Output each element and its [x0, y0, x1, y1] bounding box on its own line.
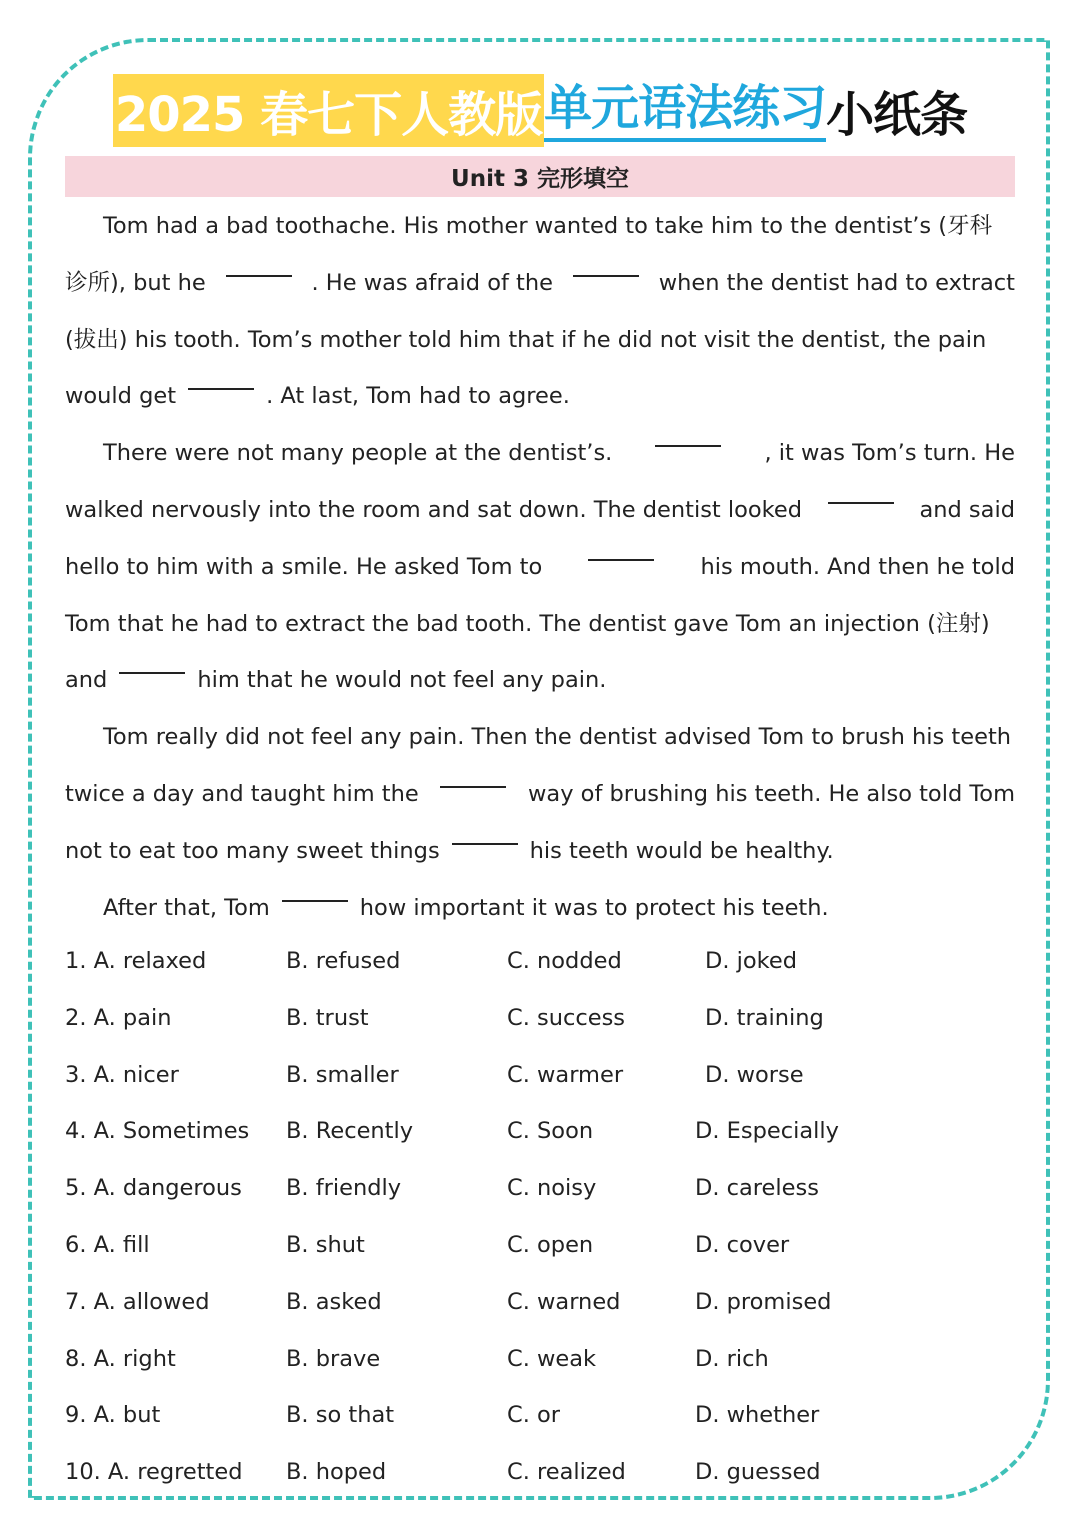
option-c[interactable]: C. open [507, 1231, 594, 1258]
passage-line [65, 425, 1015, 482]
option-row [65, 933, 1015, 990]
option-a[interactable]: 4. A. Sometimes [65, 1118, 250, 1145]
answer-blank-9[interactable] [452, 823, 518, 845]
passage-line [65, 539, 1015, 596]
option-a[interactable]: 8. A. right [65, 1345, 176, 1372]
option-c[interactable]: C. warmer [507, 1061, 624, 1088]
option-d[interactable]: D. guessed [695, 1459, 821, 1486]
option-b[interactable]: B. Recently [286, 1118, 414, 1145]
answer-blank-7[interactable] [119, 652, 185, 674]
option-b[interactable]: B. so that [286, 1402, 395, 1429]
answer-blank-8[interactable] [440, 766, 506, 788]
passage-text: his teeth would be healthy. [529, 837, 834, 864]
passage-text: walked nervously into the room and sat down. The dentist looked [65, 496, 803, 523]
option-b[interactable]: B. smaller [286, 1061, 399, 1088]
passage-text: , it was Tom’s turn. He [764, 440, 1015, 467]
passage-text: 诊所), but he [65, 269, 206, 296]
option-d[interactable]: D. whether [695, 1402, 820, 1429]
option-a[interactable]: 2. A. pain [65, 1004, 172, 1031]
option-c[interactable]: C. nodded [507, 948, 622, 974]
passage-text: when the dentist had to extract [658, 269, 1015, 296]
passage-text: . He was afraid of the [311, 269, 553, 296]
option-b[interactable]: B. trust [286, 1004, 369, 1031]
option-b[interactable]: B. brave [286, 1345, 381, 1372]
cloze-passage [65, 198, 1015, 936]
answer-blank-4[interactable] [655, 425, 721, 447]
option-b[interactable]: B. shut [286, 1231, 365, 1258]
answer-blank-10[interactable] [282, 880, 348, 902]
option-a[interactable]: 6. A. fill [65, 1231, 150, 1258]
option-row [65, 1274, 1015, 1331]
passage-text: (拔出) his tooth. Tom’s mother told him that if he did not visit the dentist, the pain [65, 326, 987, 353]
passage-line [65, 823, 1015, 880]
option-b[interactable]: B. hoped [286, 1459, 387, 1486]
option-c[interactable]: C. weak [507, 1345, 597, 1372]
option-a[interactable]: 10. A. regretted [65, 1459, 243, 1486]
answer-options [65, 933, 1015, 1501]
option-d[interactable]: D. Especially [695, 1118, 839, 1145]
option-row [65, 1047, 1015, 1104]
passage-text: would get [65, 383, 177, 410]
option-d[interactable]: D. cover [695, 1231, 790, 1258]
passage-line [65, 368, 1015, 425]
passage-line [65, 880, 1015, 937]
passage-line [65, 596, 1015, 653]
passage-text: his mouth. And then he told [700, 553, 1015, 580]
passage-text: and [65, 667, 108, 694]
passage-line [65, 482, 1015, 539]
title-part-2: 单元语法练习 [544, 78, 826, 142]
passage-text: how important it was to protect his teeth. [359, 894, 829, 921]
passage-text: Tom that he had to extract the bad tooth. The dentist gave Tom an injection (注射) [65, 610, 990, 637]
passage-text: There were not many people at the dentist’s. [103, 440, 613, 467]
option-row [65, 1217, 1015, 1274]
option-row [65, 1444, 1015, 1501]
option-b[interactable]: B. friendly [286, 1175, 402, 1202]
answer-blank-3[interactable] [188, 368, 254, 390]
option-c[interactable]: C. noisy [507, 1175, 597, 1202]
passage-line [65, 255, 1015, 312]
option-c[interactable]: C. or [507, 1402, 561, 1429]
passage-text: way of brushing his teeth. He also told Tom [528, 780, 1015, 807]
passage-line [65, 198, 1015, 255]
option-c[interactable]: C. warned [507, 1288, 621, 1315]
passage-text: Tom really did not feel any pain. Then the dentist advised Tom to brush his teeth [103, 724, 1012, 751]
option-c[interactable]: C. success [507, 1004, 626, 1031]
passage-line [65, 652, 1015, 709]
option-d[interactable]: D. promised [695, 1288, 832, 1315]
passage-text: him that he would not feel any pain. [197, 667, 607, 694]
passage-text: Tom had a bad toothache. His mother wanted to take him to the dentist’s (牙科 [103, 213, 993, 239]
option-d[interactable]: D. rich [695, 1345, 769, 1372]
title-part-1: 2025 春七下人教版 [113, 74, 544, 147]
answer-blank-6[interactable] [588, 539, 654, 561]
passage-text: After that, Tom [103, 894, 270, 921]
option-row [65, 1387, 1015, 1444]
option-a[interactable]: 7. A. allowed [65, 1288, 210, 1315]
passage-line [65, 312, 1015, 369]
unit-label: Unit 3 完形填空 [65, 156, 1015, 197]
passage-text: . At last, Tom had to agree. [266, 383, 570, 410]
option-d[interactable]: D. joked [705, 948, 797, 974]
passage-text: and said [919, 496, 1015, 523]
passage-text: not to eat too many sweet things [65, 837, 440, 864]
option-row [65, 990, 1015, 1047]
passage-text: twice a day and taught him the [65, 780, 419, 807]
option-d[interactable]: D. training [705, 1004, 824, 1031]
answer-blank-5[interactable] [828, 482, 894, 504]
page-title [0, 70, 1080, 150]
option-c[interactable]: C. realized [507, 1459, 626, 1486]
option-row [65, 1331, 1015, 1388]
option-row [65, 1103, 1015, 1160]
option-a[interactable]: 3. A. nicer [65, 1061, 179, 1088]
option-d[interactable]: D. careless [695, 1175, 819, 1202]
option-a[interactable]: 9. A. but [65, 1402, 161, 1429]
passage-line [65, 766, 1015, 823]
option-a[interactable]: 1. A. relaxed [65, 948, 207, 974]
answer-blank-2[interactable] [573, 255, 639, 277]
title-part-3: 小纸条 [826, 86, 968, 143]
option-b[interactable]: B. asked [286, 1288, 382, 1315]
option-d[interactable]: D. worse [705, 1061, 804, 1088]
passage-text: hello to him with a smile. He asked Tom to [65, 553, 543, 580]
passage-line [65, 709, 1015, 766]
option-a[interactable]: 5. A. dangerous [65, 1175, 242, 1202]
option-b[interactable]: B. refused [286, 948, 401, 974]
option-row [65, 1160, 1015, 1217]
option-c[interactable]: C. Soon [507, 1118, 594, 1145]
answer-blank-1[interactable] [226, 255, 292, 277]
